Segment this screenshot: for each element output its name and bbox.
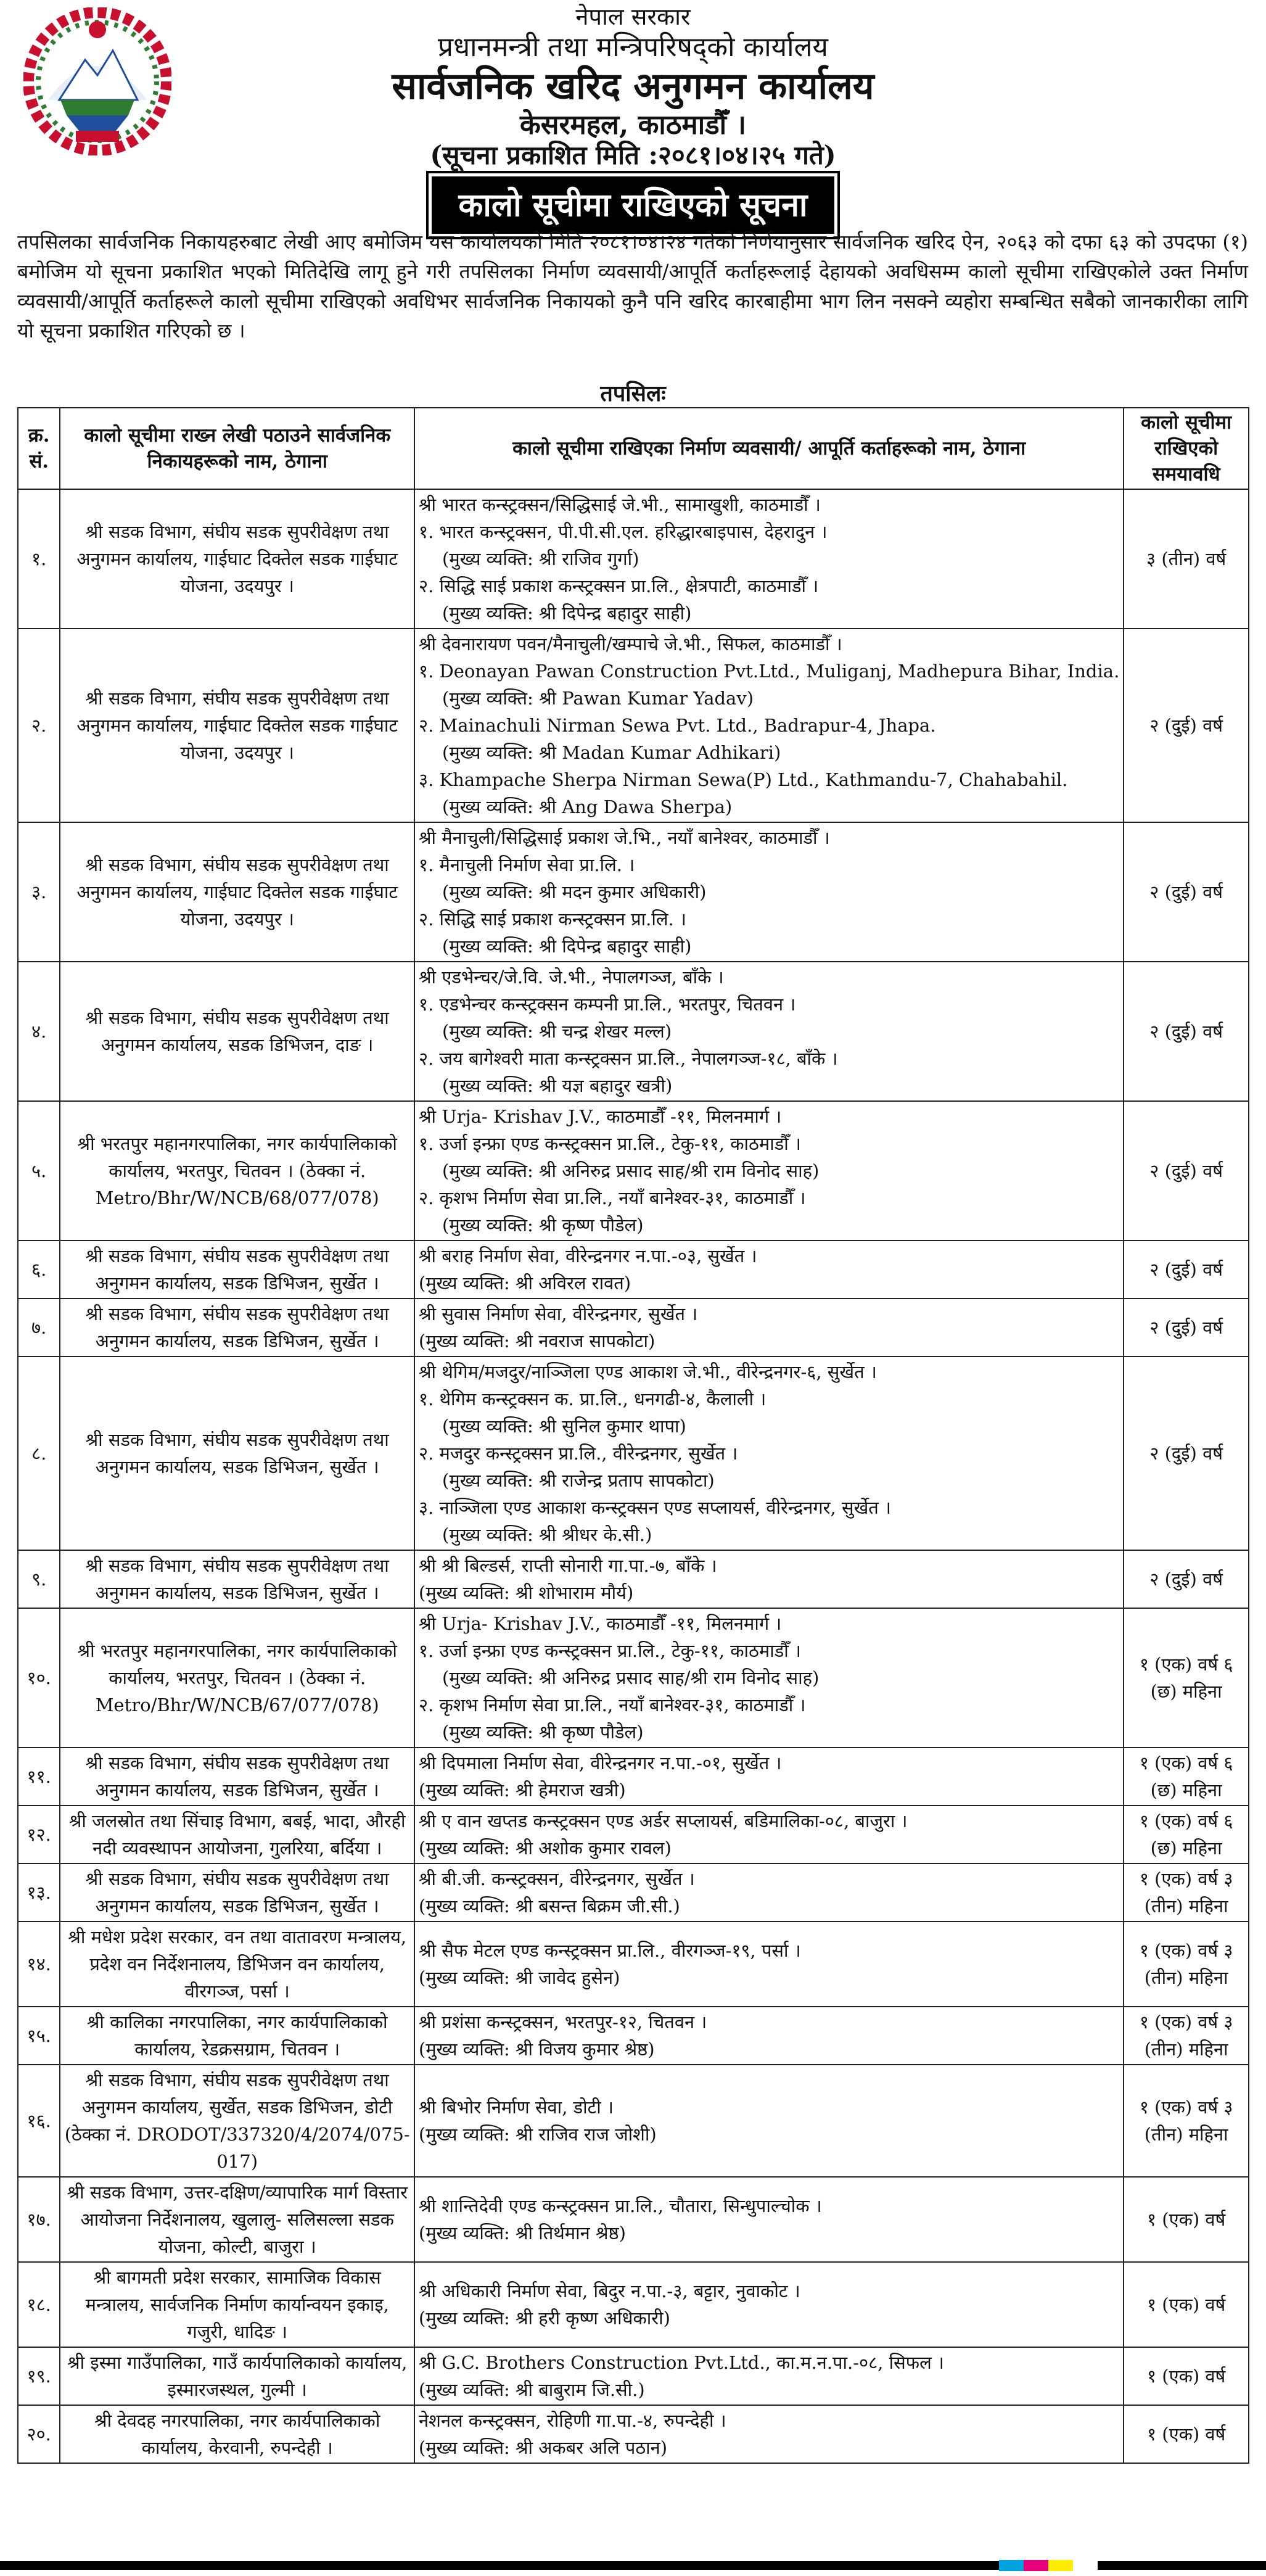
row-serial: ४. [18, 962, 60, 1101]
row-period: १ (एक) वर्ष ३ (तीन) महिना [1124, 1922, 1249, 2007]
firm-member-line: १. एडभेन्चर कन्स्ट्रक्सन कम्पनी प्रा.लि., भरतपुर, चितवन । [419, 994, 796, 1015]
table-row [18, 1298, 1249, 1356]
row-firms [414, 629, 1124, 822]
row-period: २ (दुई) वर्ष [1124, 629, 1249, 822]
firm-name-line: (मुख्य व्यक्ति: श्री शोभाराम मौर्य) [419, 1582, 634, 1603]
firm-member-line: २. जय बागेश्वरी माता कन्स्ट्रक्सन प्रा.लि., नेपालगञ्ज-१८, बाँके । [419, 1048, 838, 1069]
row-agency: श्री सडक विभाग, उत्तर-दक्षिण/व्यापारिक मार्ग विस्तार आयोजना निर्देशनालय, खुलालु- सलिसल्ला सडक योजना, कोल्टी, बाजुरा । [60, 2177, 414, 2262]
row-firms [414, 2065, 1124, 2177]
firm-name-line: (मुख्य व्यक्ति: श्री बाबुराम जि.सी.) [419, 2379, 645, 2400]
table-row [18, 1748, 1249, 1806]
table-row [18, 2347, 1249, 2405]
row-agency: श्री सडक विभाग, संघीय सडक सुपरीवेक्षण तथा अनुगमन कार्यालय, सडक डिभिजन, सुर्खेत । [60, 1241, 414, 1298]
table-row [18, 1864, 1249, 1922]
header-agency: कालो सूचीमा राख्न लेखी पठाउने सार्वजनिक निकायहरूको नाम, ठेगाना [60, 408, 414, 489]
firm-name-line: श्री दिपमाला निर्माण सेवा, वीरेन्द्रनगर न.पा.-०१, सुर्खेत । [419, 1752, 782, 1773]
row-agency: श्री सडक विभाग, संघीय सडक सुपरीवेक्षण तथा अनुगमन कार्यालय, सडक डिभिजन, सुर्खेत । [60, 1550, 414, 1608]
row-serial: १७. [18, 2177, 60, 2262]
contact-person-line: (मुख्य व्यक्ति: श्री राजेन्द्र प्रताप सापकोटा) [442, 1470, 715, 1491]
row-firms [414, 489, 1124, 629]
firm-member-line: २. मजदुर कन्स्ट्रक्सन प्रा.लि., वीरेन्द्रनगर, सुर्खेत । [419, 1443, 738, 1464]
row-firms [414, 1922, 1124, 2007]
table-row [18, 822, 1249, 962]
office-address: केसरमहल, काठमाडौँ । [519, 109, 747, 141]
row-firms [414, 2262, 1124, 2347]
table-row [18, 2177, 1249, 2262]
row-serial: १३. [18, 1864, 60, 1922]
firm-name-line: (मुख्य व्यक्ति: श्री तिर्थमान श्रेष्ठ) [419, 2223, 626, 2244]
table-row [18, 2262, 1249, 2347]
firm-name-line: श्री अधिकारी निर्माण सेवा, बिदुर न.पा.-३, बट्टार, नुवाकोट । [419, 2281, 800, 2301]
table-body [18, 489, 1249, 2463]
row-agency: श्री भरतपुर महानगरपालिका, नगर कार्यपालिकाको कार्यालय, भरतपुर, चितवन । (ठेक्का नं. Metro/Bhr/W/NCB/67/077/078) [60, 1608, 414, 1748]
firm-member-line: २. कृशभ निर्माण सेवा प्रा.लि., नयाँ बानेश्वर-३१, काठमाडौँ । [419, 1695, 806, 1715]
contact-person-line: (मुख्य व्यक्ति: श्री अनिरुद्र प्रसाद साह/श्री राम विनोद साह) [442, 1160, 820, 1181]
row-agency: श्री सडक विभाग, संघीय सडक सुपरीवेक्षण तथा अनुगमन कार्यालय, सडक डिभिजन, सुर्खेत । [60, 1356, 414, 1550]
intro-paragraph: तपसिलका सार्वजनिक निकायहरुबाट लेखी आए बमोजिम यस कार्यालयको मिति २०८१।०४।२४ गतेको निर्णयानुसार सार्वजनिक खरिद ऐन, २०६३ को दफा ६३ को उपदफा (१) बमोजिम यो सूचना प्रकाशित भएको मितिदेखि लागू हुने गरी तपसिलका निर्माण व्यवसायी/आपूर्ति कर्ताहरूलाई देहायको अवधिसम्म कालो सूचीमा राखिएकोले उक्त निर्माण व्यवसायी/आपूर्ति कर्ताहरूले कालो सूचीमा राखिएको अवधिभर सार्वजनिक निकायको कुनै पनि खरिद कारबाहीमा भाग लिन नसक्ने व्यहोरा सम्बन्धित सबैको जानकारीका लागि यो सूचना प्रकाशित गरिएको छ । [17, 230, 1248, 342]
contact-person-line: (मुख्य व्यक्ति: श्री दिपेन्द्र बहादुर साही) [442, 603, 692, 624]
firm-member-line: १. भारत कन्स्ट्रक्सन, पी.पी.सी.एल. हरिद्धारबाइपास, देहरादुन । [419, 521, 828, 542]
row-serial: ८. [18, 1356, 60, 1550]
row-firms [414, 1101, 1124, 1241]
firm-name-line: श्री प्रशंसा कन्स्ट्रक्सन, भरतपुर-१२, चितवन । [419, 2012, 707, 2033]
row-agency: श्री कालिका नगरपालिका, नगर कार्यपालिकाको कार्यालय, रेडक्रसग्राम, चितवन । [60, 2007, 414, 2065]
firm-member-line: १. मैनाचुली निर्माण सेवा प्रा.लि. । [419, 854, 635, 875]
row-agency: श्री सडक विभाग, संघीय सडक सुपरीवेक्षण तथा अनुगमन कार्यालय, सडक डिभिजन, सुर्खेत । [60, 1864, 414, 1922]
row-serial: १९. [18, 2347, 60, 2405]
row-firms [414, 2177, 1124, 2262]
row-serial: २. [18, 629, 60, 822]
table-row [18, 1550, 1249, 1608]
header-firms: कालो सूचीमा राखिएका निर्माण व्यवसायी/ आपूर्ति कर्ताहरूको नाम, ठेगाना [414, 408, 1124, 489]
table-row [18, 489, 1249, 629]
row-firms [414, 2007, 1124, 2065]
table-row [18, 1608, 1249, 1748]
registration-mark [1048, 2560, 1073, 2571]
firm-member-line: ३. नाञ्जिला एण्ड आकाश कन्स्ट्रक्सन एण्ड सप्लायर्स, वीरेन्द्रनगर, सुर्खेत । [419, 1497, 892, 1518]
firm-member-line: १. उर्जा इन्फ्रा एण्ड कन्स्ट्रक्सन प्रा.लि., टेकु-११, काठमाडौँ । [419, 1640, 801, 1661]
table-row [18, 1356, 1249, 1550]
row-serial: १५. [18, 2007, 60, 2065]
firm-member-line: २. सिद्धि साई प्रकाश कन्स्ट्रक्सन प्रा.लि., क्षेत्रपाटी, काठमाडौँ । [419, 576, 819, 597]
blacklist-table [17, 407, 1249, 2464]
firm-member-line: २. कृशभ निर्माण सेवा प्रा.लि., नयाँ बानेश्वर-३१, काठमाडौँ । [419, 1187, 806, 1208]
firm-name-line: श्री श्री बिल्डर्स, राप्ती सोनारी गा.पा.-७, बाँके । [419, 1555, 717, 1576]
firm-name-line: श्री भारत कन्स्ट्रक्सन/सिद्धिसाई जे.भी., सामाखुशी, काठमाडौँ । [419, 494, 821, 515]
row-period: १ (एक) वर्ष [1124, 2405, 1249, 2463]
firm-name-line: श्री सैफ मेटल एण्ड कन्स्ट्रक्सन प्रा.लि., वीरगञ्ज-१९, पर्सा । [419, 1940, 801, 1961]
row-serial: १. [18, 489, 60, 629]
header-serial: क्र. सं. [18, 408, 60, 489]
contact-person-line: (मुख्य व्यक्ति: श्री कृष्ण पौडेल) [442, 1215, 644, 1236]
row-firms [414, 2347, 1124, 2405]
firm-name-line: श्री सुवास निर्माण सेवा, वीरेन्द्रनगर, सुर्खेत । [419, 1303, 698, 1324]
row-agency: श्री मधेश प्रदेश सरकार, वन तथा वातावरण मन्त्रालय, प्रदेश वन निर्देशनालय, डिभिजन वन कार्यालय, वीरगञ्ज, पर्सा । [60, 1922, 414, 2007]
table-row [18, 962, 1249, 1101]
firm-member-line: १. थेगिम कन्स्ट्रक्सन क. प्रा.लि., धनगढी-४, कैलाली । [419, 1389, 767, 1410]
table-row [18, 2405, 1249, 2463]
row-serial: ७. [18, 1298, 60, 1356]
row-serial: १६. [18, 2065, 60, 2177]
firm-name-line: श्री G.C. Brothers Construction Pvt.Ltd., का.म.न.पा.-०८, सिफल । [419, 2352, 944, 2373]
row-period: ३ (तीन) वर्ष [1124, 489, 1249, 629]
firm-name-line: (मुख्य व्यक्ति: श्री हरी कृष्ण अधिकारी) [419, 2308, 670, 2329]
firm-name-line: (मुख्य व्यक्ति: श्री बसन्त बिक्रम जी.सी.) [419, 1896, 680, 1917]
firm-name-line: (मुख्य व्यक्ति: श्री अशोक कुमार रावल) [419, 1838, 672, 1859]
contact-person-line: (मुख्य व्यक्ति: श्री मदन कुमार अधिकारी) [442, 881, 707, 902]
row-agency: श्री देवदह नगरपालिका, नगर कार्यपालिकाको कार्यालय, केरवानी, रुपन्देही । [60, 2405, 414, 2463]
firm-name-line: श्री Urja- Krishav J.V., काठमाडौँ -११, मिलनमार्ग । [419, 1613, 782, 1634]
row-firms [414, 1748, 1124, 1806]
row-period: १ (एक) वर्ष ३ (तीन) महिना [1124, 2065, 1249, 2177]
firm-name-line: नेशनल कन्स्ट्रक्सन, रोहिणी गा.पा.-४, रुपन्देही । [419, 2410, 726, 2431]
row-agency: श्री सडक विभाग, संघीय सडक सुपरीवेक्षण तथा अनुगमन कार्यालय, गाईघाट दिक्तेल सडक गाईघाट योजना, उदयपुर । [60, 822, 414, 962]
publication-date: (सूचना प्रकाशित मिति :२०८१।०४।२५ गते) [430, 140, 836, 170]
row-serial: ६. [18, 1241, 60, 1298]
notice-title: कालो सूचीमा राखिएको सूचना [432, 176, 834, 234]
row-serial: १२. [18, 1806, 60, 1864]
table-row [18, 629, 1249, 822]
table-row [18, 1806, 1249, 1864]
firm-name-line: श्री देवनारायण पवन/मैनाचुली/खम्पाचे जे.भी., सिफल, काठमाडौँ । [419, 634, 842, 654]
table-row [18, 2065, 1249, 2177]
firm-name-line: श्री एडभेन्चर/जे.वि. जे.भी., नेपालगञ्ज, बाँके । [419, 967, 724, 988]
firm-member-line: १. Deonayan Pawan Construction Pvt.Ltd., Muliganj, Madhepura Bihar, India. [419, 661, 1120, 682]
firm-name-line: श्री ए वान खप्तड कन्स्ट्रक्सन एण्ड अर्डर सप्लायर्स, बडिमालिका-०८, बाजुरा । [419, 1810, 908, 1831]
row-period: २ (दुई) वर्ष [1124, 1241, 1249, 1298]
row-period: १ (एक) वर्ष [1124, 2347, 1249, 2405]
contact-person-line: (मुख्य व्यक्ति: श्री यज्ञ बहादुर खत्री) [442, 1075, 673, 1096]
firm-member-line: १. उर्जा इन्फ्रा एण्ड कन्स्ट्रक्सन प्रा.लि., टेकु-११, काठमाडौँ । [419, 1133, 801, 1154]
notice-title-wrap [0, 176, 1266, 234]
firm-member-line: २. Mainachuli Nirman Sewa Pvt. Ltd., Badrapur-4, Jhapa. [419, 715, 936, 736]
row-firms [414, 2405, 1124, 2463]
firm-name-line: (मुख्य व्यक्ति: श्री जावेद हुसेन) [419, 1967, 620, 1988]
row-serial: ९. [18, 1550, 60, 1608]
firm-name-line: (मुख्य व्यक्ति: श्री हेमराज खत्री) [419, 1780, 626, 1801]
row-agency: श्री बागमती प्रदेश सरकार, सामाजिक विकास मन्त्रालय, सार्वजनिक निर्माण कार्यान्वयन इकाइ, गजुरी, धादिङ । [60, 2262, 414, 2347]
ministry-name: प्रधानमन्त्री तथा मन्त्रिपरिषद्को कार्यालय [438, 31, 828, 63]
contact-person-line: (मुख्य व्यक्ति: श्री चन्द्र शेखर मल्ल) [442, 1021, 672, 1042]
firm-name-line: श्री बिभोर निर्माण सेवा, डोटी । [419, 2097, 614, 2118]
row-agency: श्री भरतपुर महानगरपालिका, नगर कार्यपालिकाको कार्यालय, भरतपुर, चितवन । (ठेक्का नं. Metro/Bhr/W/NCB/68/077/078) [60, 1101, 414, 1241]
row-period: १ (एक) वर्ष [1124, 2262, 1249, 2347]
table-row [18, 1101, 1249, 1241]
schedule-heading: तपसिलः [600, 381, 666, 407]
row-firms [414, 962, 1124, 1101]
firm-name-line: श्री Urja- Krishav J.V., काठमाडौँ -११, मिलनमार्ग । [419, 1106, 782, 1127]
row-serial: ३. [18, 822, 60, 962]
row-serial: २०. [18, 2405, 60, 2463]
row-period: २ (दुई) वर्ष [1124, 1356, 1249, 1550]
firm-name-line: श्री थेगिम/मजदुर/नाञ्जिला एण्ड आकाश जे.भी., वीरेन्द्रनगर-६, सुर्खेत । [419, 1361, 877, 1382]
row-period: १ (एक) वर्ष ६ (छ) महिना [1124, 1806, 1249, 1864]
table-row [18, 1922, 1249, 2007]
contact-person-line: (मुख्य व्यक्ति: श्री दिपेन्द्र बहादुर साही) [442, 936, 692, 957]
firm-name-line: (मुख्य व्यक्ति: श्री विजय कुमार श्रेष्ठ) [419, 2039, 655, 2060]
contact-person-line: (मुख्य व्यक्ति: श्री Pawan Kumar Yadav) [442, 688, 754, 709]
firm-member-line: २. सिद्धि साई प्रकाश कन्स्ट्रक्सन प्रा.लि. । [419, 909, 686, 930]
contact-person-line: (मुख्य व्यक्ति: श्री Ang Dawa Sherpa) [442, 796, 733, 817]
row-agency: श्री सडक विभाग, संघीय सडक सुपरीवेक्षण तथा अनुगमन कार्यालय, सडक डिभिजन, सुर्खेत । [60, 1748, 414, 1806]
registration-mark [1024, 2560, 1048, 2571]
office-name: सार्वजनिक खरिद अनुगमन कार्यालय [392, 65, 874, 108]
row-firms [414, 1550, 1124, 1608]
row-period: २ (दुई) वर्ष [1124, 1298, 1249, 1356]
row-firms [414, 1806, 1124, 1864]
page-header [0, 0, 1266, 179]
row-firms [414, 822, 1124, 962]
contact-person-line: (मुख्य व्यक्ति: श्री श्रीधर के.सी.) [442, 1524, 652, 1545]
row-period: २ (दुई) वर्ष [1124, 962, 1249, 1101]
row-serial: १८. [18, 2262, 60, 2347]
row-agency: श्री इस्मा गाउँपालिका, गाउँ कार्यपालिकाको कार्यालय, इस्मारजस्थल, गुल्मी । [60, 2347, 414, 2405]
row-firms [414, 1356, 1124, 1550]
firm-name-line: (मुख्य व्यक्ति: श्री अविरल रावत) [419, 1273, 631, 1294]
row-agency: श्री जलस्रोत तथा सिंचाइ विभाग, बबई, भादा, औरही नदी व्यवस्थापन आयोजना, गुलरिया, बर्दिया । [60, 1806, 414, 1864]
row-serial: १४. [18, 1922, 60, 2007]
row-agency: श्री सडक विभाग, संघीय सडक सुपरीवेक्षण तथा अनुगमन कार्यालय, सुर्खेत, सडक डिभिजन, डोटी (ठेक्का नं. DRODOT/337320/4/2074/075-017) [60, 2065, 414, 2177]
row-agency: श्री सडक विभाग, संघीय सडक सुपरीवेक्षण तथा अनुगमन कार्यालय, सडक डिभिजन, दाङ । [60, 962, 414, 1101]
firm-name-line: (मुख्य व्यक्ति: श्री अकबर अलि पठान) [419, 2437, 668, 2458]
row-period: १ (एक) वर्ष ३ (तीन) महिना [1124, 1864, 1249, 1922]
row-agency: श्री सडक विभाग, संघीय सडक सुपरीवेक्षण तथा अनुगमन कार्यालय, गाईघाट दिक्तेल सडक गाईघाट योजना, उदयपुर । [60, 629, 414, 822]
firm-name-line: (मुख्य व्यक्ति: श्री नवराज सापकोटा) [419, 1331, 656, 1352]
row-serial: ५. [18, 1101, 60, 1241]
firm-name-line: श्री शान्तिदेवी एण्ड कन्स्ट्रक्सन प्रा.लि., चौतारा, सिन्धुपाल्चोक । [419, 2195, 822, 2216]
contact-person-line: (मुख्य व्यक्ति: श्री अनिरुद्र प्रसाद साह/श्री राम विनोद साह) [442, 1667, 820, 1688]
registration-mark [999, 2560, 1024, 2571]
table-row [18, 2007, 1249, 2065]
contact-person-line: (मुख्य व्यक्ति: श्री Madan Kumar Adhikari) [442, 742, 781, 763]
row-firms [414, 1864, 1124, 1922]
firm-name-line: श्री बी.जी. कन्स्ट्रक्सन, वीरेन्द्रनगर, सुर्खेत । [419, 1868, 695, 1889]
row-serial: १०. [18, 1608, 60, 1748]
row-firms [414, 1298, 1124, 1356]
row-agency: श्री सडक विभाग, संघीय सडक सुपरीवेक्षण तथा अनुगमन कार्यालय, सडक डिभिजन, सुर्खेत । [60, 1298, 414, 1356]
contact-person-line: (मुख्य व्यक्ति: श्री कृष्ण पौडेल) [442, 1722, 644, 1743]
table-row [18, 1241, 1249, 1298]
contact-person-line: (मुख्य व्यक्ति: श्री राजिव गुर्गा) [442, 548, 639, 569]
row-period: १ (एक) वर्ष [1124, 2177, 1249, 2262]
row-period: २ (दुई) वर्ष [1124, 822, 1249, 962]
row-period: २ (दुई) वर्ष [1124, 1101, 1249, 1241]
row-agency: श्री सडक विभाग, संघीय सडक सुपरीवेक्षण तथा अनुगमन कार्यालय, गाईघाट दिक्तेल सडक गाईघाट योजना, उदयपुर । [60, 489, 414, 629]
government-name: नेपाल सरकार [575, 3, 691, 30]
table-header-row [18, 408, 1249, 489]
row-period: १ (एक) वर्ष ६ (छ) महिना [1124, 1748, 1249, 1806]
firm-member-line: ३. Khampache Sherpa Nirman Sewa(P) Ltd., Kathmandu-7, Chahabahil. [419, 769, 1068, 790]
firm-name-line: (मुख्य व्यक्ति: श्री राजिव राज जोशी) [419, 2124, 657, 2145]
registration-mark [1073, 2560, 1098, 2571]
row-period: २ (दुई) वर्ष [1124, 1550, 1249, 1608]
firm-name-line: श्री मैनाचुली/सिद्धिसाई प्रकाश जे.भि., नयाँ बानेश्वर, काठमाडौँ । [419, 827, 830, 848]
contact-person-line: (मुख्य व्यक्ति: श्री सुनिल कुमार थापा) [442, 1416, 686, 1437]
row-firms [414, 1241, 1124, 1298]
row-period: १ (एक) वर्ष ३ (तीन) महिना [1124, 2007, 1249, 2065]
firm-name-line: श्री बराह निर्माण सेवा, वीरेन्द्रनगर न.पा.-०३, सुर्खेत । [419, 1245, 757, 1266]
row-period: १ (एक) वर्ष ६ (छ) महिना [1124, 1608, 1249, 1748]
row-serial: ११. [18, 1748, 60, 1806]
row-firms [414, 1608, 1124, 1748]
header-period: कालो सूचीमा राखिएको समयावधि [1124, 408, 1249, 489]
